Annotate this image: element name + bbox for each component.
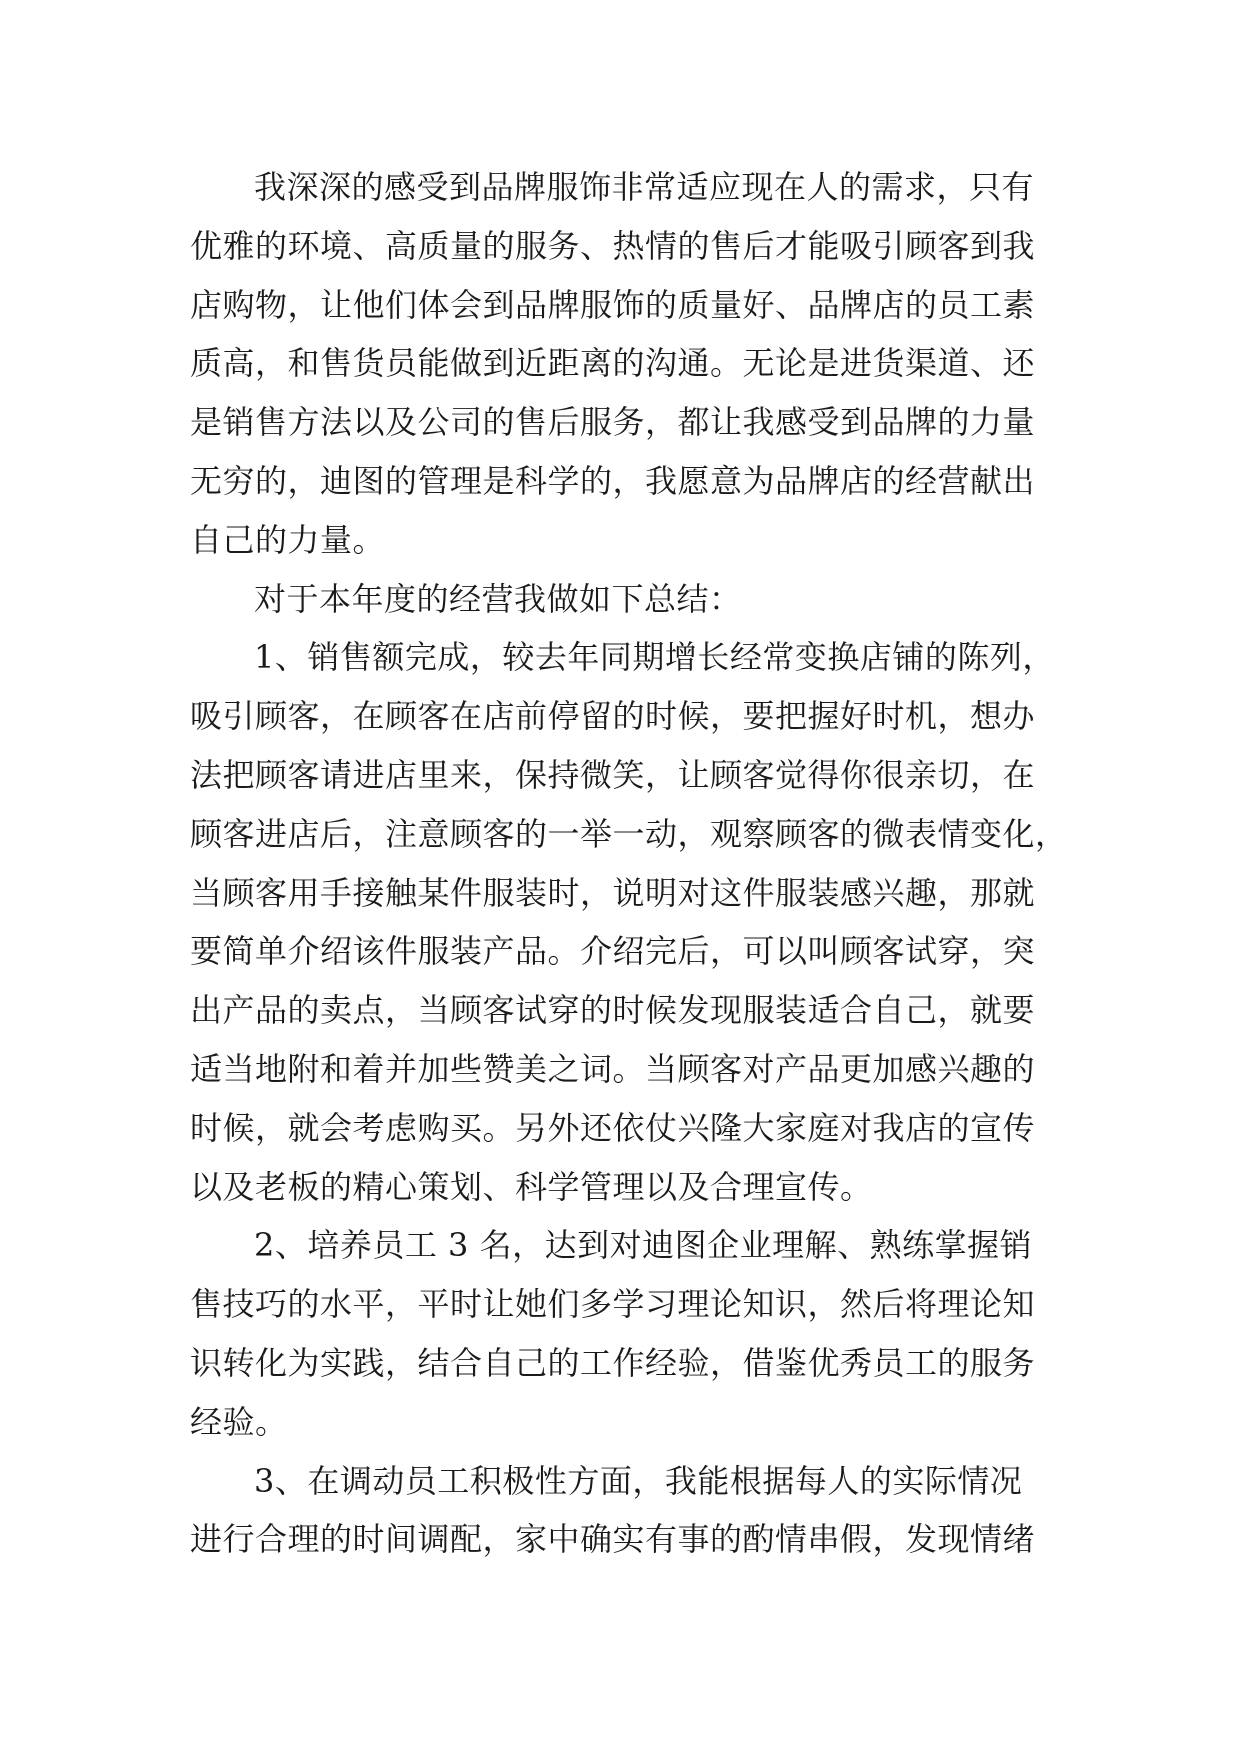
text-line: 是销售方法以及公司的售后服务，都让我感受到品牌的力量	[190, 403, 1036, 442]
text-line: 以及老板的精心策划、科学管理以及合理宣传。	[190, 1167, 873, 1206]
text-line: 识转化为实践，结合自己的工作经验，借鉴优秀员工的服务	[190, 1343, 1036, 1382]
text-line: 出产品的卖点，当顾客试穿的时候发现服装适合自己，就要	[190, 991, 1036, 1030]
text-line: 顾客进店后，注意顾客的一举一动，观察顾客的微表情变化，	[190, 814, 1068, 853]
paragraph-summary-intro	[190, 570, 1050, 629]
paragraph-item-3-motivation	[190, 1452, 1050, 1570]
text-line: 3、在调动员工积极性方面，我能根据每人的实际情况	[254, 1461, 1023, 1500]
text-line: 我深深的感受到品牌服饰非常适应现在人的需求，只有	[254, 168, 1035, 206]
text-line: 时候，就会考虑购买。另外还依仗兴隆大家庭对我店的宣传	[190, 1108, 1036, 1147]
text-line: 2、培养员工 3 名，达到对迪图企业理解、熟练掌握销	[254, 1226, 1033, 1265]
text-line: 要简单介绍该件服装产品。介绍完后，可以叫顾客试穿，突	[190, 932, 1036, 971]
paragraph-brand-feeling	[190, 158, 1050, 570]
document-body	[190, 158, 1068, 1569]
text-line: 售技巧的水平，平时让她们多学习理论知识，然后将理论知	[190, 1285, 1036, 1324]
text-line: 适当地附和着并加些赞美之词。当顾客对产品更加感兴趣的	[190, 1049, 1036, 1088]
text-line: 质高，和售货员能做到近距离的沟通。无论是进货渠道、还	[190, 344, 1036, 383]
text-line: 当顾客用手接触某件服装时，说明对这件服装感兴趣，那就	[190, 873, 1036, 912]
text-line: 店购物，让他们体会到品牌服饰的质量好、品牌店的员工素	[190, 285, 1036, 324]
text-line: 1、销售额完成，较去年同期增长经常变换店铺的陈列，	[254, 638, 1055, 677]
text-line: 优雅的环境、高质量的服务、热情的售后才能吸引顾客到我	[190, 226, 1036, 265]
paragraph-item-2-training	[190, 1216, 1050, 1451]
text-line: 法把顾客请进店里来，保持微笑，让顾客觉得你很亲切，在	[190, 755, 1036, 794]
text-line: 自己的力量。	[190, 520, 386, 559]
paragraph-item-1-sales	[190, 628, 1068, 1216]
text-line: 对于本年度的经营我做如下总结：	[254, 579, 742, 618]
text-line: 进行合理的时间调配，家中确实有事的酌情串假，发现情绪	[190, 1520, 1036, 1559]
text-line: 吸引顾客，在顾客在店前停留的时候，要把握好时机，想办	[190, 697, 1036, 736]
text-line: 经验。	[190, 1402, 288, 1441]
text-line: 无穷的，迪图的管理是科学的，我愿意为品牌店的经营献出	[190, 461, 1036, 500]
